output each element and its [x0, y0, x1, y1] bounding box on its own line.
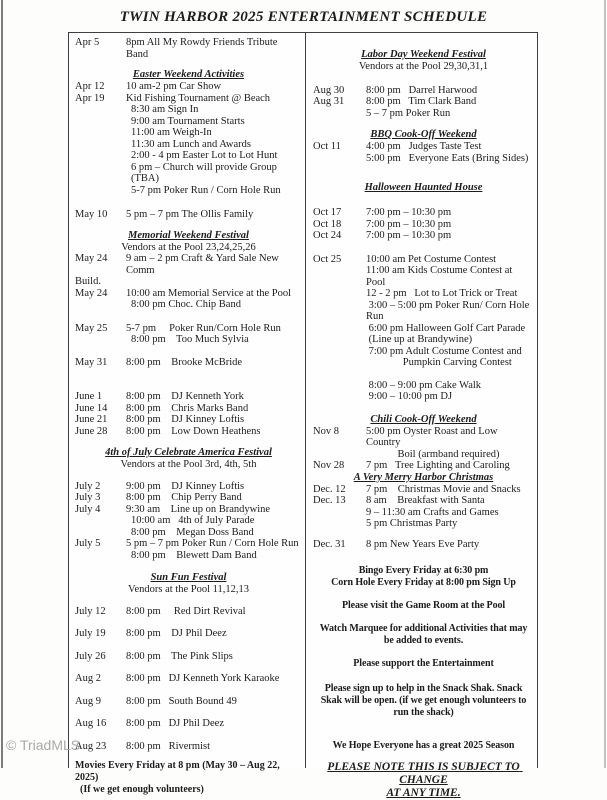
event-details — [366, 495, 534, 530]
event-line: 8:00 pm DJ Kinney Loftis — [126, 414, 245, 425]
event-date: Oct 17 — [313, 207, 342, 218]
event-date: May 10 — [75, 209, 108, 220]
event-details — [126, 93, 302, 197]
event-date: Aug 9 — [75, 695, 101, 707]
spacer — [313, 369, 534, 380]
event-row — [75, 357, 302, 369]
event-line: 8pm All My Rowdy Friends Tribute Band — [126, 37, 281, 60]
event-line: 3:00 – 5:00 pm Poker Run/ Corn Hole Run — [366, 299, 532, 322]
section-heading — [313, 182, 534, 194]
event-date: Apr 12 — [75, 81, 105, 92]
event-line: 12 - 2 pm Lot to Lot Trick or Treat — [366, 288, 518, 299]
event-line: 8 pm New Years Eve Party — [366, 538, 480, 550]
event-details — [126, 253, 302, 276]
event-line: 8:00 pm Low Down Heathens — [126, 425, 261, 437]
spacer — [313, 403, 534, 414]
section-heading — [313, 129, 534, 141]
event-line: 8:00 pm Rivermist — [126, 740, 210, 752]
event-date: Aug 23 — [75, 740, 107, 752]
section-heading — [75, 447, 302, 459]
event-row — [75, 696, 302, 708]
event-details — [126, 492, 302, 504]
event-line: Kid Fishing Tournament @ Beach — [126, 92, 271, 104]
event-line: 8:00 – 9:00 pm Cake Walk — [366, 379, 482, 391]
change-notice-line: PLEASE NOTE THIS IS SUBJECT TO CHANGE — [327, 761, 523, 786]
event-row — [313, 254, 534, 369]
event-date: Apr 5 — [75, 37, 100, 48]
event-line: 11:00 am Weigh-In — [131, 127, 212, 138]
event-line: Boil (armband required) — [366, 448, 500, 460]
event-line: 5 pm – 7 pm Poker Run / Corn Hole Run — [126, 538, 299, 549]
section-heading-text: Labor Day Weekend Festival — [361, 49, 486, 60]
event-details — [126, 504, 302, 539]
event-date: Aug 31 — [313, 96, 345, 107]
note-line: Please sign up to help in the Snack Shak. Snack — [324, 683, 523, 694]
event-row — [75, 323, 302, 346]
event-row — [75, 606, 302, 618]
event-date: June 28 — [75, 425, 108, 437]
event-line: 7 pm Tree Lighting and Caroling — [366, 460, 510, 471]
section-subheading: Vendors at the Pool 23,24,25,26 — [121, 241, 256, 253]
event-date: June 1 — [75, 391, 103, 402]
section-heading-text: Halloween Haunted House — [364, 182, 483, 193]
spacer — [313, 589, 534, 600]
section-heading — [75, 69, 302, 81]
event-date: Nov 28 — [313, 460, 345, 471]
event-row — [75, 81, 302, 93]
spacer — [75, 437, 302, 447]
event-line: 8:30 am Sign In — [131, 104, 199, 115]
event-details — [126, 606, 302, 618]
spacer — [75, 368, 302, 391]
section-heading-text: Memorial Weekend Festival — [128, 229, 249, 241]
event-date: Apr 19 — [75, 92, 105, 104]
event-date: July 2 — [75, 480, 101, 492]
event-details — [126, 718, 302, 730]
event-line: 7:00 pm – 10:30 pm — [366, 207, 452, 218]
event-date: July 5 — [75, 538, 101, 549]
event-row — [75, 504, 302, 539]
event-date: Oct 18 — [313, 218, 342, 230]
event-line: 8:00 pm DJ Phil Deez — [126, 628, 227, 639]
section-heading — [75, 572, 302, 584]
event-line: 10 am-2 pm Car Show — [126, 81, 222, 92]
event-details — [126, 323, 302, 346]
spacer — [75, 471, 302, 481]
event-date: Oct 11 — [313, 141, 341, 152]
note-block — [313, 623, 534, 647]
event-line: 9:00 am Tournament Starts — [131, 115, 245, 127]
note-block — [313, 683, 534, 719]
event-details — [126, 81, 302, 93]
section-heading-text: A Very Merry Harbor Christmas — [353, 471, 494, 483]
event-row — [313, 230, 534, 242]
event-line: 8:00 pm Red Dirt Revival — [126, 605, 246, 617]
event-details — [126, 628, 302, 640]
event-row — [313, 141, 534, 164]
event-row — [313, 495, 534, 530]
schedule-right-column — [305, 33, 537, 799]
note-line: Please support the Entertainment — [353, 658, 494, 669]
event-details — [126, 741, 302, 753]
event-details — [126, 414, 302, 426]
event-row — [75, 628, 302, 640]
event-row — [313, 426, 534, 461]
event-row — [75, 426, 302, 438]
event-line: 8:00 pm Too Much Sylvia — [131, 334, 249, 345]
section-heading — [313, 414, 534, 426]
note-block — [313, 600, 534, 612]
event-details — [126, 673, 302, 685]
section-subheading: Vendors at the Pool 29,30,31,1 — [358, 61, 489, 72]
event-line: Pumpkin Carving Contest — [366, 357, 512, 368]
event-row — [75, 741, 302, 753]
event-details — [126, 538, 302, 561]
spacer — [313, 164, 534, 182]
event-line: 6:00 pm Halloween Golf Cart Parade — [366, 322, 526, 334]
event-line: 5 – 7 pm Poker Run — [366, 107, 451, 119]
event-line: 8:00 pm DJ Phil Deez — [126, 718, 224, 729]
event-line: 11:00 am Kids Costume Contest at Pool — [366, 265, 515, 288]
spacer — [75, 60, 302, 69]
event-row — [75, 288, 302, 311]
change-notice-line: AT ANY TIME. — [386, 787, 461, 799]
event-details — [366, 254, 534, 369]
schedule-box — [68, 32, 538, 799]
spacer — [313, 530, 534, 539]
event-row — [75, 492, 302, 504]
spacer — [313, 550, 534, 565]
event-date: May 25 — [75, 322, 108, 334]
event-line: 9:30 am Line up on Brandywine — [126, 503, 271, 515]
page-title: TWIN HARBOR 2025 ENTERTAINMENT SCHEDULE — [119, 9, 488, 25]
event-line: 7:00 pm – 10:30 pm — [366, 230, 452, 241]
event-line: 5:00 pm Everyone Eats (Bring Sides) — [366, 152, 529, 164]
section-heading — [313, 49, 534, 61]
spacer — [313, 612, 534, 623]
spacer — [75, 221, 302, 230]
section-heading — [313, 472, 534, 484]
note-line: be added to events. — [383, 635, 464, 646]
event-row — [75, 718, 302, 730]
event-line: 5-7 pm Poker Run / Corn Hole Run — [131, 184, 281, 196]
note-block — [75, 760, 302, 796]
event-date: Aug 2 — [75, 673, 101, 684]
event-line: 8:00 pm Darrel Harwood — [366, 84, 478, 96]
event-details — [366, 426, 534, 461]
event-details — [126, 288, 302, 311]
event-row — [313, 460, 534, 472]
spacer — [313, 37, 534, 49]
section-heading-text: BBQ Cook-Off Weekend — [370, 129, 477, 140]
spacer — [75, 617, 302, 628]
spacer — [313, 119, 534, 129]
spacer — [313, 194, 534, 207]
event-line: 6 pm – Church will provide Group (TBA) — [131, 161, 280, 184]
event-row — [75, 209, 302, 221]
note-line: Skak will be open. (if we get enough volunteers to — [320, 695, 527, 706]
event-line: 4:00 pm Judges Taste Test — [366, 141, 482, 152]
event-details — [126, 209, 302, 221]
note-line: Please visit the Game Room at the Pool — [341, 600, 506, 611]
event-line: 10:00 am Pet Costume Contest — [366, 253, 497, 265]
event-details — [366, 141, 534, 164]
event-line: 5 pm Christmas Party — [366, 518, 458, 529]
event-row — [313, 539, 534, 551]
event-date: July 3 — [75, 492, 101, 503]
event-line: 9 am – 2 pm Craft & Yard Sale New Comm — [126, 253, 282, 276]
spacer — [75, 662, 302, 673]
event-date: June 14 — [75, 402, 108, 414]
spacer — [75, 196, 302, 209]
event-row — [313, 219, 534, 231]
spacer — [313, 670, 534, 683]
event-line: 9 – 11:30 am Crafts and Games — [366, 506, 499, 518]
event-details — [366, 85, 534, 97]
event-date: Oct 24 — [313, 230, 342, 241]
watermark: © TriadMLS — [6, 737, 81, 753]
spacer — [75, 640, 302, 651]
section-heading-text: 4th of July Celebrate America Festival — [105, 447, 272, 458]
event-row — [75, 673, 302, 685]
note-block — [313, 565, 534, 589]
event-line: 5 pm – 7 pm The Ollis Family — [126, 209, 254, 220]
wrapped-text: Build. — [75, 276, 101, 287]
spacer — [313, 752, 534, 761]
event-line: 11:30 am Lunch and Awards — [131, 138, 251, 150]
note-line: Movies Every Friday at 8 pm (May 30 – Aug 22, 2025) — [75, 760, 283, 783]
note-block — [313, 658, 534, 670]
event-line: (Line up at Brandywine) — [366, 334, 473, 345]
note-line: Bingo Every Friday at 6:30 pm — [358, 565, 489, 576]
section-heading — [75, 230, 302, 242]
section-heading-text: Sun Fun Festival — [150, 572, 227, 583]
event-date: May 24 — [75, 253, 108, 264]
spacer — [75, 707, 302, 718]
event-line: 8:00 pm Megan Doss Band — [131, 526, 254, 538]
note-line: Corn Hole Every Friday at 8:00 pm Sign Up — [331, 577, 516, 588]
event-date: May 31 — [75, 356, 108, 368]
event-details — [126, 403, 302, 415]
note-line: run the shack) — [393, 707, 454, 718]
event-row — [313, 207, 534, 219]
spacer — [313, 647, 534, 658]
note-line: Watch Marquee for additional Activities that may — [319, 623, 528, 634]
event-line: 8:00 pm DJ Kenneth York Karaoke — [126, 673, 280, 684]
section-heading-text: Chili Cook-Off Weekend — [370, 413, 477, 425]
event-details — [126, 481, 302, 493]
event-line: 10:00 am 4th of July Parade — [131, 515, 255, 526]
event-details — [126, 426, 302, 438]
spacer — [75, 346, 302, 357]
event-date: July 19 — [75, 628, 106, 639]
event-row — [313, 96, 534, 119]
event-row — [75, 403, 302, 415]
event-date: May 24 — [75, 287, 108, 299]
event-details — [366, 484, 534, 496]
spacer — [313, 242, 534, 254]
event-date: Dec. 31 — [313, 538, 346, 550]
event-line: 8:00 pm DJ Kenneth York — [126, 391, 244, 402]
event-date: Aug 16 — [75, 718, 107, 729]
event-line: 8:00 pm Chip Perry Band — [126, 492, 242, 503]
event-date — [313, 380, 366, 403]
event-row — [75, 538, 302, 561]
event-details — [366, 230, 534, 242]
event-date: July 4 — [75, 503, 101, 515]
event-line: 7:00 pm Adult Costume Contest and — [366, 345, 522, 357]
event-row — [75, 414, 302, 426]
event-row — [75, 37, 302, 60]
event-line: 5:00 pm Oyster Roast and Low Country — [366, 425, 501, 448]
event-details — [366, 96, 534, 119]
spacer — [75, 311, 302, 323]
event-line: 8:00 pm Blewett Dam Band — [131, 549, 257, 561]
event-row — [75, 253, 302, 276]
note-line: We Hope Everyone has a great 2025 Season — [332, 740, 515, 751]
spacer — [75, 561, 302, 572]
event-line: 8:00 pm Brooke McBride — [126, 356, 243, 368]
event-details — [126, 37, 302, 60]
event-line: 8:00 pm Tim Clark Band — [366, 96, 477, 107]
page-edge-left — [1, 0, 3, 768]
event-details — [126, 357, 302, 369]
event-details — [366, 539, 534, 551]
event-details — [366, 207, 534, 219]
event-line: 8:00 pm Choc. Chip Band — [131, 299, 241, 310]
note-block — [313, 740, 534, 752]
event-line: 10:00 am Memorial Service at the Pool — [126, 287, 292, 299]
event-line: 9:00 pm DJ Kinney Loftis — [126, 480, 245, 492]
event-date: July 26 — [75, 650, 106, 662]
event-line: 7 pm Christmas Movie and Snacks — [366, 483, 521, 495]
event-row — [313, 484, 534, 496]
section-heading-text: Easter Weekend Activities — [132, 69, 245, 80]
event-row — [75, 93, 302, 197]
change-notice — [313, 761, 534, 800]
spacer — [75, 752, 302, 760]
event-line: 9:00 – 10:00 pm DJ — [366, 391, 453, 402]
event-date: Oct 25 — [313, 253, 342, 265]
spacer — [75, 596, 302, 606]
event-line: 8:00 pm South Bound 49 — [126, 695, 237, 707]
event-details — [126, 651, 302, 663]
event-details — [366, 460, 534, 472]
event-line: 8 am Breakfast with Santa — [366, 495, 485, 506]
event-line: 2:00 - 4 pm Easter Lot to Lot Hunt — [131, 150, 278, 161]
event-row — [75, 481, 302, 493]
event-line: 7:00 pm – 10:30 pm — [366, 218, 452, 230]
event-line: 5-7 pm Poker Run/Corn Hole Run — [126, 322, 281, 334]
spacer — [75, 685, 302, 696]
spacer — [313, 719, 534, 740]
event-date: June 21 — [75, 414, 108, 425]
event-details — [366, 219, 534, 231]
page-edge-right — [604, 0, 606, 768]
spacer — [75, 730, 302, 741]
section-subheading: Vendors at the Pool 3rd, 4th, 5th — [120, 459, 257, 470]
event-date: July 12 — [75, 605, 106, 617]
event-row — [313, 85, 534, 97]
note-line: (If we get enough volunteers) — [80, 784, 204, 795]
event-date: Dec. 13 — [313, 495, 346, 506]
event-line: 8:00 pm Chris Marks Band — [126, 402, 249, 414]
event-row — [75, 391, 302, 403]
event-line: 8:00 pm The Pink Slips — [126, 650, 233, 662]
event-row — [75, 651, 302, 663]
event-details — [126, 696, 302, 708]
event-date: Nov 8 — [313, 425, 339, 437]
spacer — [313, 73, 534, 85]
section-subheading: Vendors at the Pool 11,12,13 — [128, 584, 249, 595]
event-date: Dec. 12 — [313, 483, 346, 495]
schedule-left-column — [69, 33, 305, 795]
event-date: Aug 30 — [313, 84, 345, 96]
event-details — [366, 380, 534, 403]
event-details — [126, 391, 302, 403]
event-row — [313, 380, 534, 403]
